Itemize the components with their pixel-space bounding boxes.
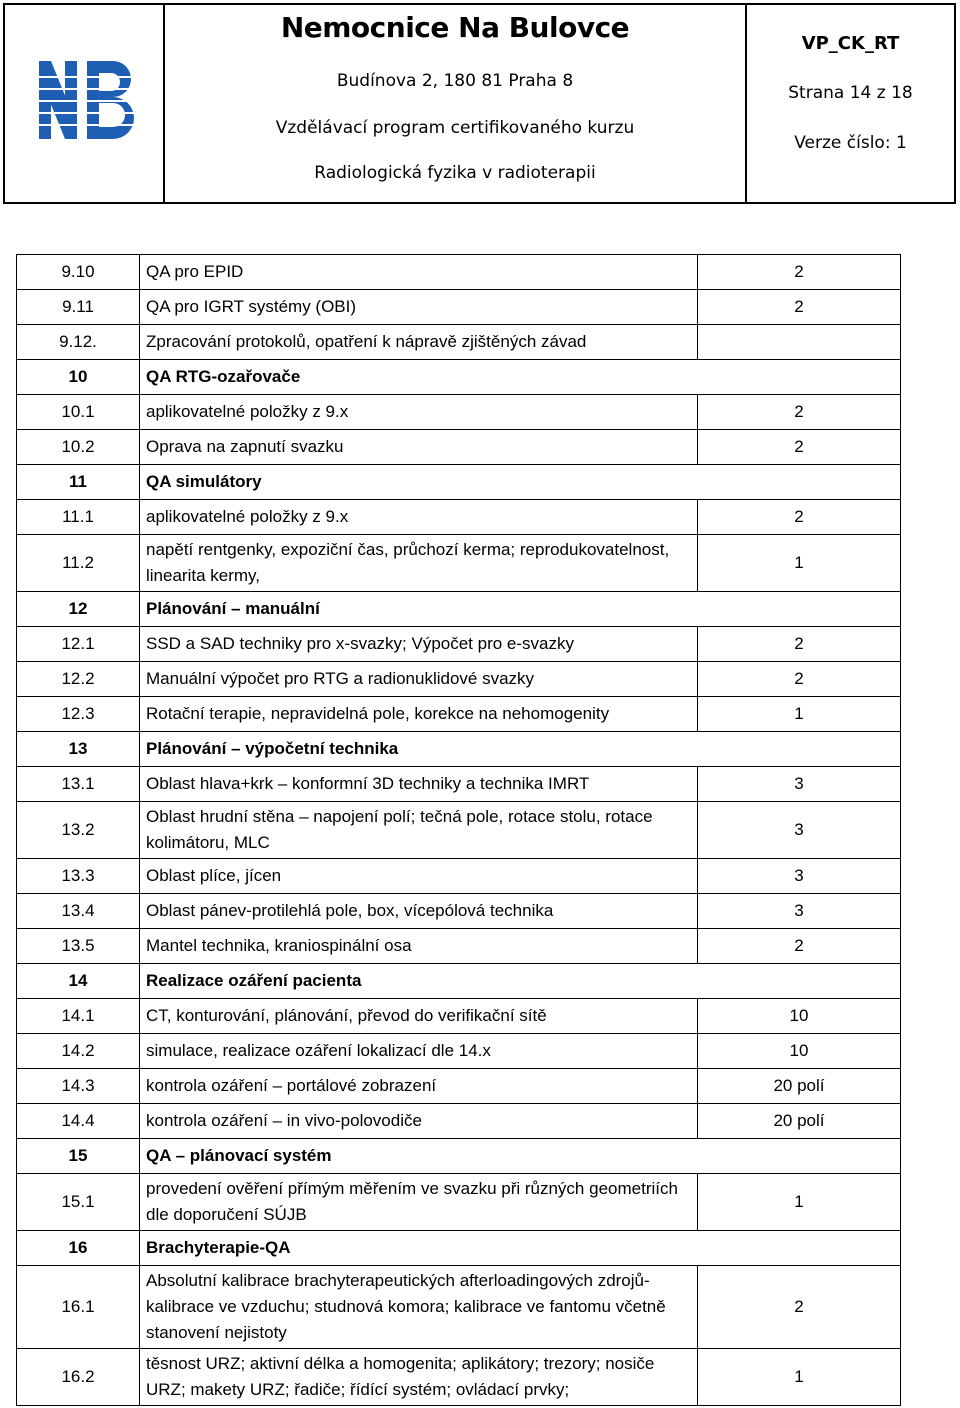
row-hours: 2 [698,929,901,964]
table-row [17,627,901,662]
row-number: 9.10 [17,255,140,290]
row-topic: Oblast plíce, jícen [140,859,698,894]
row-number: 12 [17,592,140,627]
table-row [17,802,901,859]
table-row [17,999,901,1034]
row-number: 10.2 [17,430,140,465]
row-hours: 1 [698,535,901,592]
table-row [17,1034,901,1069]
row-topic: Manuální výpočet pro RTG a radionuklidové svazky [140,662,698,697]
row-number: 13.5 [17,929,140,964]
table-row [17,255,901,290]
row-topic: QA RTG-ozařovače [140,360,901,395]
row-hours: 1 [698,1349,901,1406]
row-topic: Mantel technika, kraniospinální osa [140,929,698,964]
row-number: 12.2 [17,662,140,697]
curriculum-table [16,254,901,1406]
row-topic: kontrola ozáření – portálové zobrazení [140,1069,698,1104]
row-hours: 20 polí [698,1104,901,1139]
row-topic: SSD a SAD techniky pro x-svazky; Výpočet pro e-svazky [140,627,698,662]
row-topic: QA pro IGRT systémy (OBI) [140,290,698,325]
page-number: Strana 14 z 18 [788,83,913,103]
row-topic: těsnost URZ; aktivní délka a homogenita; aplikátory; trezory; nosiče URZ; makety URZ; řadiče; řídící systém; ovládací prvky; [140,1349,698,1406]
row-topic: Brachyterapie-QA [140,1231,901,1266]
row-number: 13 [17,732,140,767]
table-row [17,430,901,465]
row-number: 9.11 [17,290,140,325]
hospital-address: Budínova 2, 180 81 Praha 8 [336,71,574,91]
row-number: 13.3 [17,859,140,894]
row-hours: 2 [698,627,901,662]
row-topic: Realizace ozáření pacienta [140,964,901,999]
section-row [17,1139,901,1174]
row-topic: provedení ověření přímým měřením ve svazku při různých geometriích dle doporučení SÚJB [140,1174,698,1231]
row-hours: 20 polí [698,1069,901,1104]
table-row [17,1349,901,1406]
row-number: 14.3 [17,1069,140,1104]
row-number: 16.1 [17,1266,140,1349]
row-topic: Zpracování protokolů, opatření k nápravě zjištěných závad [140,325,698,360]
row-hours [698,325,901,360]
table-row [17,290,901,325]
header-right [745,5,954,202]
row-topic: QA simulátory [140,465,901,500]
row-topic: Oblast hrudní stěna – napojení polí; tečná pole, rotace stolu, rotace kolimátoru, MLC [140,802,698,859]
table-row [17,325,901,360]
row-number: 11 [17,465,140,500]
row-topic: Plánování – manuální [140,592,901,627]
row-number: 12.1 [17,627,140,662]
row-topic: simulace, realizace ozáření lokalizací dle 14.x [140,1034,698,1069]
row-number: 9.12. [17,325,140,360]
row-number: 14.4 [17,1104,140,1139]
header-center [165,5,745,202]
row-hours: 1 [698,697,901,732]
table-row [17,535,901,592]
row-number: 15.1 [17,1174,140,1231]
row-topic: Oprava na zapnutí svazku [140,430,698,465]
row-number: 14.1 [17,999,140,1034]
row-hours: 1 [698,1174,901,1231]
table-row [17,500,901,535]
row-topic: kontrola ozáření – in vivo-polovodiče [140,1104,698,1139]
row-topic: Plánování – výpočetní technika [140,732,901,767]
course-name: Radiologická fyzika v radioterapii [314,163,596,183]
row-number: 13.4 [17,894,140,929]
row-number: 15 [17,1139,140,1174]
table-row [17,767,901,802]
row-hours: 2 [698,662,901,697]
section-row [17,465,901,500]
hospital-logo-icon [35,55,135,145]
table-row [17,929,901,964]
table-row [17,894,901,929]
row-hours: 2 [698,255,901,290]
row-hours: 2 [698,290,901,325]
section-row [17,732,901,767]
section-row [17,592,901,627]
table-row [17,1069,901,1104]
row-number: 11.1 [17,500,140,535]
row-number: 13.1 [17,767,140,802]
table-row [17,662,901,697]
row-hours: 2 [698,395,901,430]
row-number: 16.2 [17,1349,140,1406]
document-header [3,3,956,204]
version-number: Verze číslo: 1 [794,133,907,153]
row-hours: 3 [698,859,901,894]
row-hours: 2 [698,500,901,535]
section-row [17,1231,901,1266]
row-number: 11.2 [17,535,140,592]
row-topic: QA – plánovací systém [140,1139,901,1174]
row-topic: Absolutní kalibrace brachyterapeutických afterloadingových zdrojů-kalibrace ve vzduchu; studnová komora; kalibrace ve fantomu včetně stanovení nejistoty [140,1266,698,1349]
table-row [17,395,901,430]
row-number: 14 [17,964,140,999]
row-number: 13.2 [17,802,140,859]
document-code: VP_CK_RT [801,33,900,54]
row-hours: 2 [698,430,901,465]
row-number: 12.3 [17,697,140,732]
row-topic: napětí rentgenky, expoziční čas, průchozí kerma; reprodukovatelnost, linearita kermy, [140,535,698,592]
row-number: 16 [17,1231,140,1266]
row-topic: aplikovatelné položky z 9.x [140,395,698,430]
table-row [17,1104,901,1139]
table-row [17,1266,901,1349]
table-row [17,697,901,732]
row-topic: CT, konturování, plánování, převod do verifikační sítě [140,999,698,1034]
row-hours: 3 [698,802,901,859]
program-name: Vzdělávací program certifikovaného kurzu [275,118,635,138]
section-row [17,360,901,395]
logo-cell [5,5,165,202]
row-hours: 3 [698,894,901,929]
hospital-name: Nemocnice Na Bulovce [280,11,630,44]
row-number: 10.1 [17,395,140,430]
row-topic: Oblast pánev-protilehlá pole, box, vícepólová technika [140,894,698,929]
row-topic: Oblast hlava+krk – konformní 3D techniky a technika IMRT [140,767,698,802]
row-number: 14.2 [17,1034,140,1069]
row-topic: QA pro EPID [140,255,698,290]
table-row [17,859,901,894]
row-number: 10 [17,360,140,395]
row-hours: 10 [698,1034,901,1069]
row-hours: 10 [698,999,901,1034]
row-hours: 3 [698,767,901,802]
row-topic: Rotační terapie, nepravidelná pole, korekce na nehomogenity [140,697,698,732]
row-topic: aplikovatelné položky z 9.x [140,500,698,535]
table-row [17,1174,901,1231]
section-row [17,964,901,999]
row-hours: 2 [698,1266,901,1349]
